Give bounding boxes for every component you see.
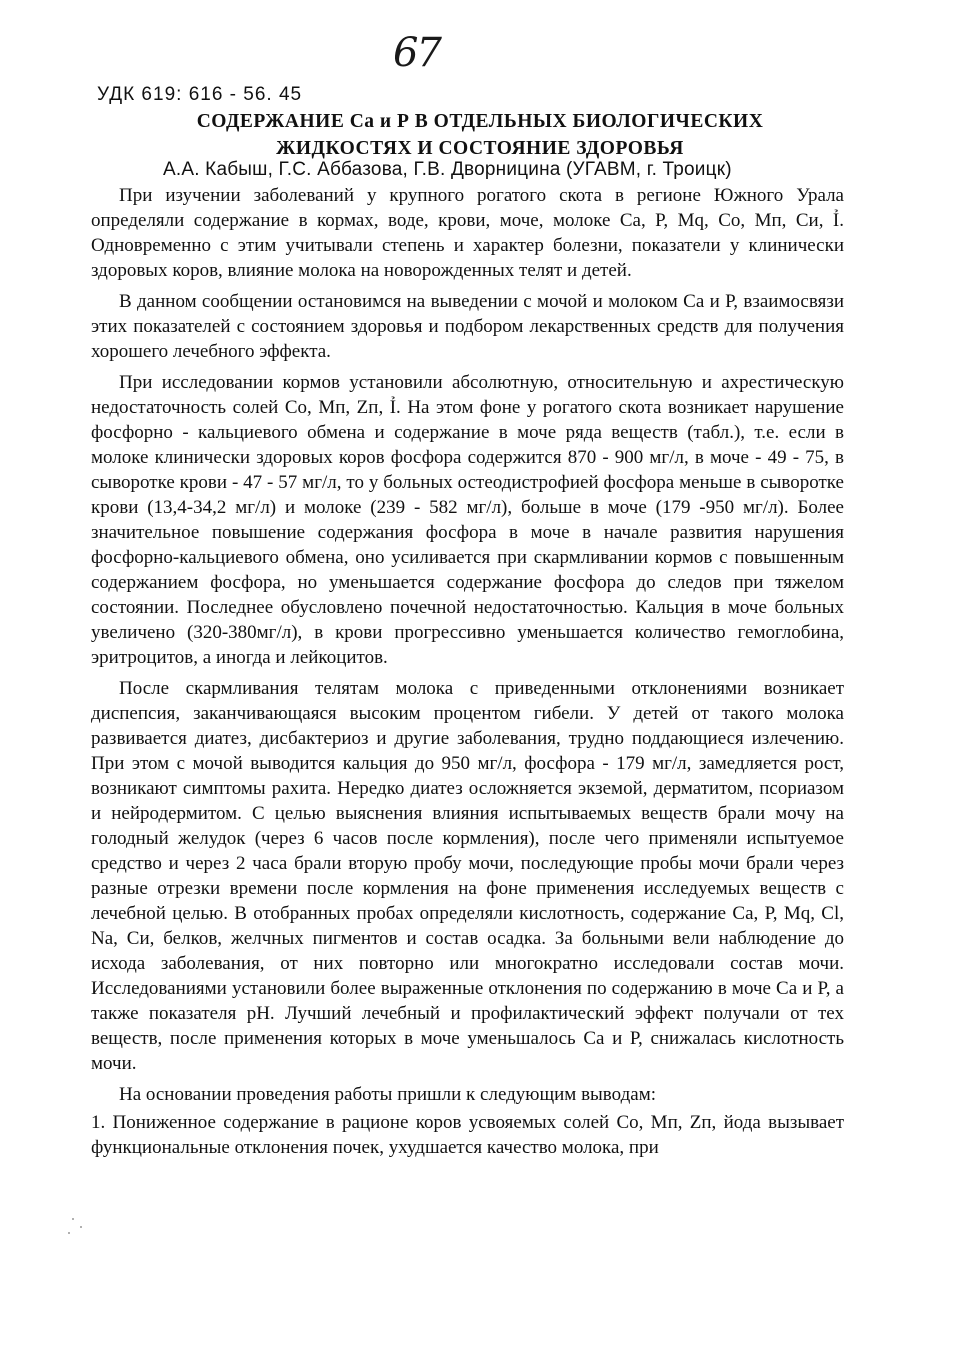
article-title-line-1: СОДЕРЖАНИЕ Са и Р В ОТДЕЛЬНЫХ БИОЛОГИЧЕСКИХ: [196, 111, 764, 132]
article-body: [91, 183, 844, 1166]
paragraph: При изучении заболеваний у крупного рогатого скота в регионе Южного Урала определяли содержание в кормах, воде, крови, моче, молоке Са, Р, Мq, Со, Мп, Си, Ỉ. Одновременно с этим учитывали степень и характер болезни, показатели у клинически здоровых коров, влияние молока на новорожденных телят и детей.: [91, 185, 844, 281]
handwritten-page-number: 67: [393, 30, 440, 76]
article-title-line-2: ЖИДКОСТЯХ И СОСТОЯНИЕ ЗДОРОВЬЯ: [276, 138, 684, 159]
article-title: [100, 108, 860, 162]
paragraph: В данном сообщении остановимся на выведении с мочой и молоком Са и Р, взаимосвязи этих показателей с состоянием здоровья и подбором лекарственных средств для получения хорошего лечебного эффекта.: [91, 291, 844, 362]
scan-speck: [68, 1232, 70, 1234]
paragraph: При исследовании кормов установили абсолютную, относительную и ахрестическую недостаточность солей Со, Мп, Zп, Ỉ. На этом фоне у рогатого скота возникает нарушение фосфорно - кальциевого обмена и содержание в моче ряда веществ (табл.), т.е. если в молоке клинически здоровых коров фосфора содержится 870 - 900 мг/л, в моче - 49 - 75, в сыворотке крови - 47 - 57 мг/л, то у больных остеодистрофией фосфора меньше в сыворотке крови (13,4-34,2 мг/л) и молоке (239 - 582 мг/л), больше в моче (179 -950 мг/л). Более значительное повышение содержания фосфора в моче в начале развития нарушения фосфорно-кальциевого обмена, оно усиливается при скармливании кормов с повышенным содержанием фосфора, но уменьшается содержание фосфора до следов при тяжелом состоянии. Последнее обусловлено почечной недостаточностью. Кальция в моче больных увеличено (320-380мг/л), в крови прогрессивно уменьшается количество гемоглобина, эритроцитов, а иногда и лейкоцитов.: [91, 372, 844, 668]
scan-speck: [72, 1218, 74, 1220]
conclusion-item: 1. Пониженное содержание в рационе коров усвояемых солей Со, Мп, Zп, йода вызывает функциональные отклонения почек, ухудшается качество молока, при: [91, 1112, 844, 1158]
paragraph: После скармливания телятам молока с приведенными отклонениями возникает диспепсия, заканчивающаяся высоким процентом гибели. У детей от такого молока развивается диатез, дисбактериоз и другие заболевания, трудно поддающиеся излечению. При этом с мочой выводится кальция до 950 мг/л, фосфора - 179 мг/л, замедляется рост, возникают симптомы рахита. Нередко диатез осложняется экземой, дерматитом, псориазом и нейродермитом. С целью выяснения влияния испытываемых веществ брали мочу на голодный желудок (через 6 часов после кормления), после чего применяли испытуемое средство и через 2 часа брали вторую пробу мочи, последующие пробы мочи брали через разные отрезки времени после кормления на фоне применения исследуемых веществ с лечебной целью. В отобранных пробах определяли кислотность, содержание Са, Р, Мq, Cl, Na, Си, белков, желчных пигментов и состав осадка. За больными вели наблюдение до исхода заболевания, от них повторно или многократно исследовали состав мочи. Исследованиями установили более выраженные отклонения по содержанию в моче Са и Р, а также показателя рН. Лучший лечебный и профилактический эффект получали от тех веществ, после применения которых в моче уменьшалось Са и Р, снижалась кислотность мочи.: [91, 678, 844, 1074]
paragraph: На основании проведения работы пришли к следующим выводам:: [119, 1084, 657, 1105]
scan-speck: [80, 1226, 82, 1228]
article-authors: А.А. Кабыш, Г.С. Аббазова, Г.В. Дворницина (УГАВМ, г. Троицк): [163, 159, 732, 180]
udk-code: УДК 619: 616 - 56. 45: [97, 84, 303, 105]
